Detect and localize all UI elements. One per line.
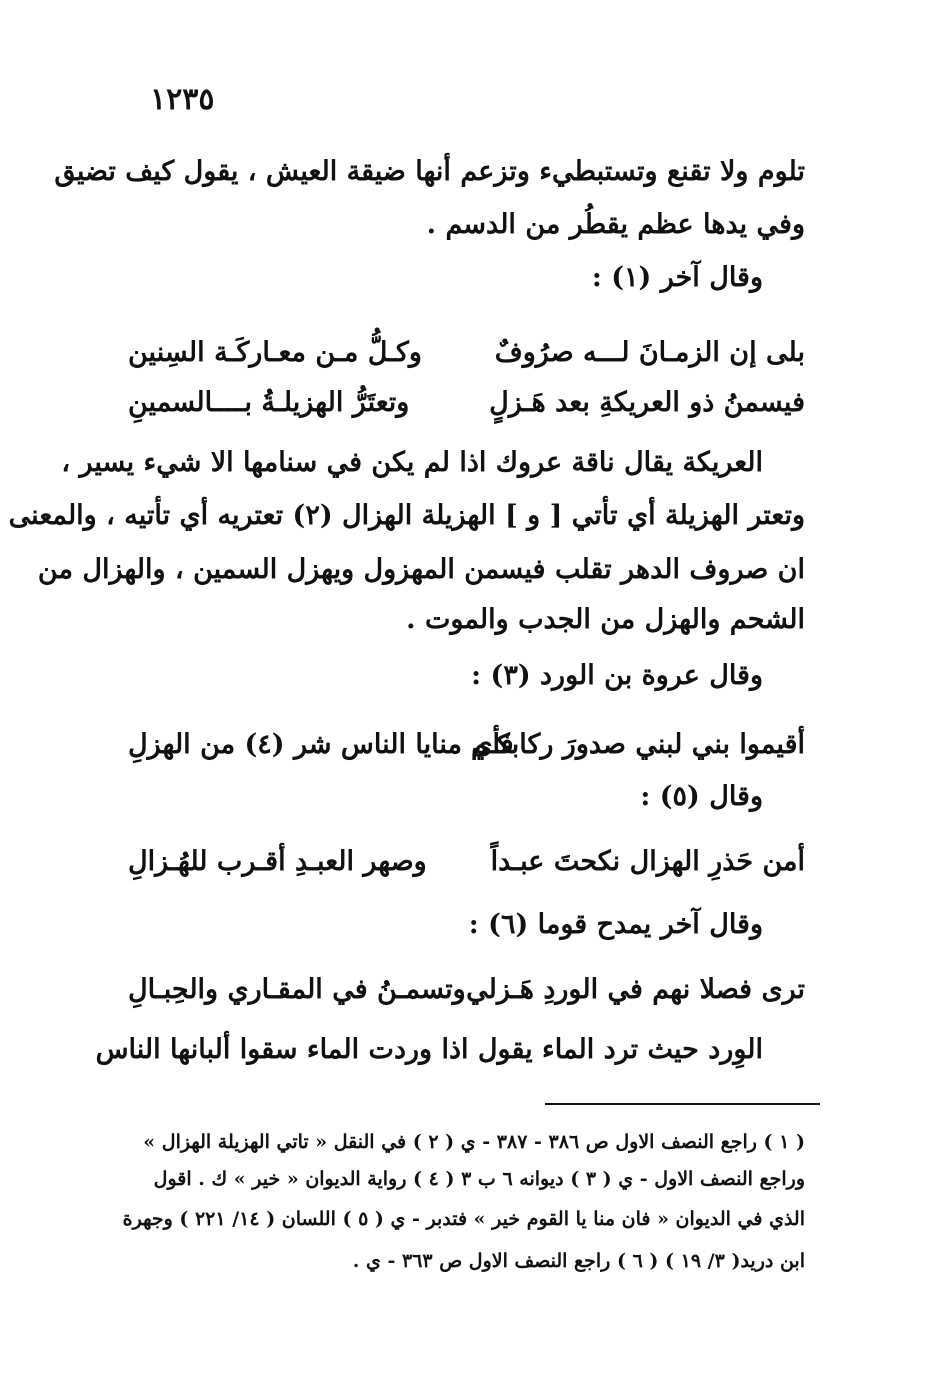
verse-first-hemistich: بلى إن الزمـانَ لـــه صرُوفٌ (494, 337, 805, 368)
text-line: وتعتر الهزيلة أي تأتي [ و ] الهزيلة الهزال (٢) تعتريه أي تأتيه ، والمعنى (8, 500, 805, 531)
verse-line (128, 842, 805, 882)
verse-line (128, 383, 805, 423)
footnote-line: وراجع النصف الاول - ي ( ٣ ) ديوانه ٦ ب ٣ ( ٤ ) رواية الديوان « خير » ك . اقول (153, 1168, 805, 1190)
verse-second-hemistich: وصهر العبـدِ أقـرب للهُـزالِ (128, 846, 427, 877)
verse-second-hemistich: وتعتَرُّ الهزيلـةُ بــــالسمينِ (128, 387, 410, 418)
text-line: الشحم والهزل من الجدب والموت . (406, 604, 805, 635)
verse-first-hemistich: ترى فصلا نهم في الوردِ هَـزلي (466, 974, 805, 1005)
verse-first-hemistich: أقيموا بني لبني صدورَ ركابكـم (470, 729, 805, 760)
verse-line (128, 970, 805, 1010)
verse-first-hemistich: فيسمنُ ذو العريكةِ بعد هَـزلٍ (489, 387, 805, 418)
text-line: وفي يدها عظم يقطُر من الدسم . (426, 209, 805, 240)
verse-line (128, 333, 805, 373)
footnote-line: ( ١ ) راجع النصف الاول ص ٣٨٦ - ٣٨٧ - ي ( ٢ ) في النقل « تاتي الهزيلة الهزال » (143, 1131, 805, 1153)
verse-line (128, 725, 805, 765)
text-line: الوِرد حيث ترد الماء يقول اذا وردت الماء سقوا ألبانها الناس (95, 1034, 763, 1065)
text-line: ان صروف الدهر تقلب فيسمن المهزول ويهزل السمين ، والهزال من (37, 554, 805, 585)
footnote-line: الذي في الديوان « فان منا يا القوم خير » فتدبر - ي ( ٥ ) اللسان ( ١٤/ ٢٢١ ) وجهرة (122, 1208, 805, 1230)
text-line: وقال آخر (١) : (591, 262, 763, 293)
text-line: وقال (٥) : (640, 781, 763, 812)
footnote-line: ابن دريد( ٣/ ١٩ ) ( ٦ ) راجع النصف الاول ص ٣٦٣ - ي . (352, 1250, 805, 1272)
verse-second-hemistich: فأي منايا الناس شر (٤) من الهزلِ (128, 729, 514, 760)
text-line: تلوم ولا تقنع وتستبطيء وتزعم أنها ضيقة العيش ، يقول كيف تضيق (54, 156, 805, 187)
text-line: العريكة يقال ناقة عروك اذا لم يكن في سنامها الا شيء يسير ، (61, 447, 763, 478)
verse-second-hemistich: وكـلُّ مـن معـاركَـة السِنين (128, 337, 422, 368)
verse-second-hemistich: وتسمـنُ في المقـاري والحِبـالِ (128, 974, 466, 1005)
verse-first-hemistich: أمن حَذرِ الهزال نكحتَ عبـداً (490, 846, 805, 877)
text-line: وقال عروة بن الورد (٣) : (471, 660, 763, 691)
text-line: وقال آخر يمدح قوما (٦) : (468, 909, 763, 940)
page-number: ١٢٣٥ (150, 82, 215, 117)
footnote-divider (545, 1103, 820, 1105)
